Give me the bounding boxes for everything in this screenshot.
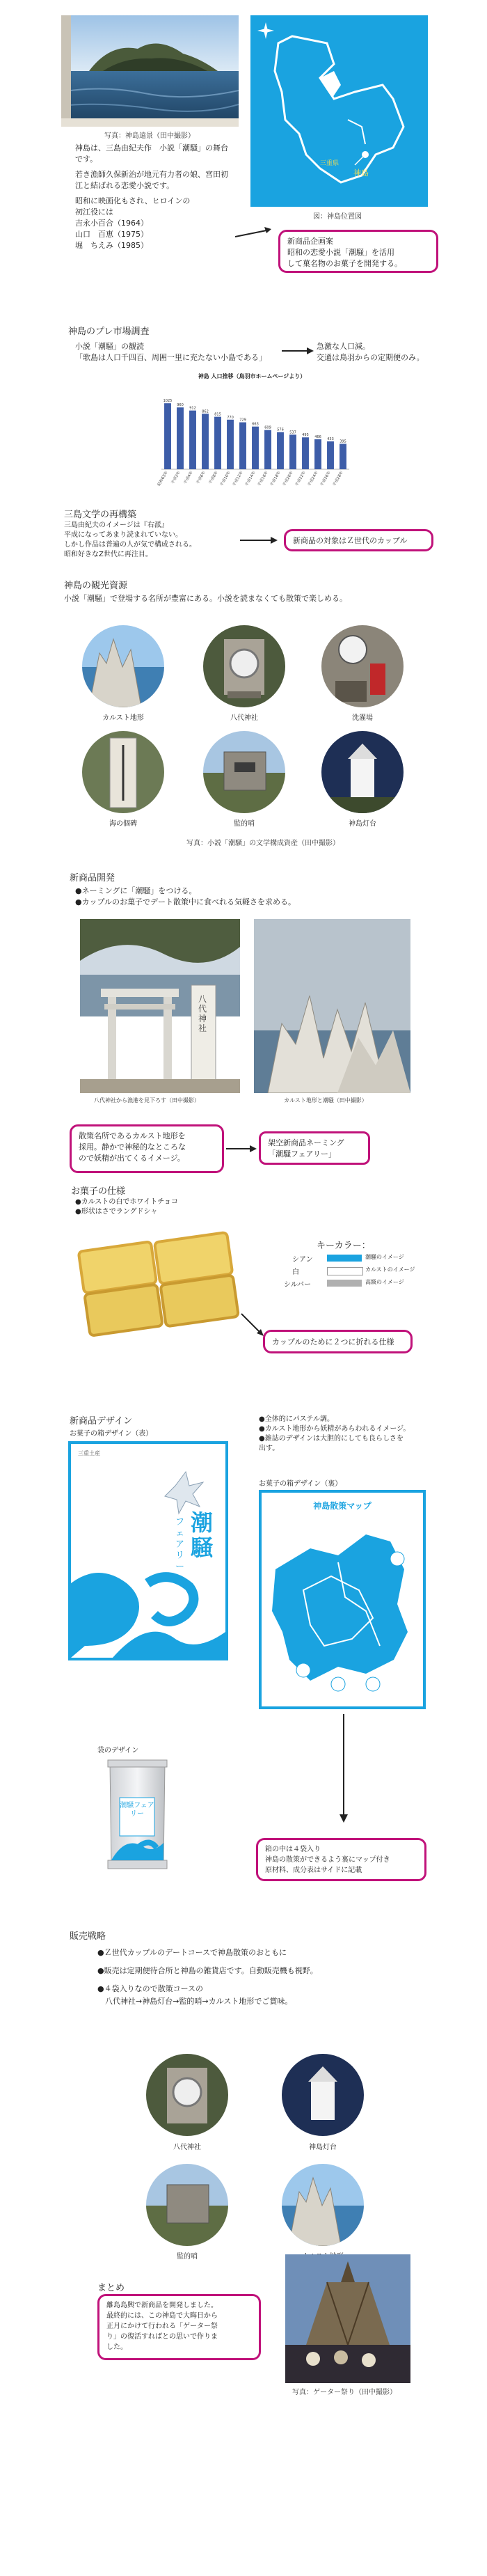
arrow-rebuild [240, 533, 282, 547]
keycolor-white-desc: カルストのイメージ [365, 1266, 415, 1273]
chart-data-label: 815 [214, 412, 221, 417]
chart-data-label: 495 [302, 433, 309, 438]
arrow-naming [226, 1142, 261, 1156]
chart-data-label: 1025 [163, 399, 173, 404]
chart-tick-label: 平成4年 [183, 471, 194, 485]
spot-photo-yatsushiro [203, 625, 285, 707]
location-map [250, 15, 428, 207]
map-caption: 図：神島位置図 [313, 213, 362, 221]
spot-photo-monument [82, 731, 164, 813]
spot-label-yatsushiro: 八代神社 [230, 714, 258, 722]
chart-tick-label: 昭和63年 [157, 471, 169, 487]
chart-bar [277, 432, 284, 469]
chart-bar [189, 411, 196, 469]
chart-data-label: 395 [340, 439, 346, 444]
naming-box: 架空新商品ネーミング 「潮騒フェアリー」 [259, 1131, 370, 1165]
summary-box: 離島島興で新商品を開発しました。 最終的には、この神島で大晦日から 正月にかけて行われる「ゲーター祭 り」の復活すればとの思いで作りま した。 [97, 2294, 261, 2360]
keycolor-cyan-desc: 潮騒のイメージ [365, 1254, 404, 1260]
pre-market-text: 小説「潮騒」の観読 「歌島は人口千四百、周囲一里に充たない小島である」 [75, 342, 266, 362]
chart-bar [302, 437, 309, 469]
chart-data-label: 770 [227, 415, 234, 420]
chart-bar [227, 420, 234, 469]
chart-tick-label: 平成10年 [219, 471, 232, 487]
keycolor-white-swatch [327, 1267, 363, 1275]
bag-design [104, 1756, 170, 1871]
spots-intro: 小説「潮騒」で登場する名所が豊富にある。小説を読まなくても散策で楽しめる。 [64, 594, 347, 603]
sales-label-lighthouse: 神島灯台 [309, 2144, 337, 2151]
sales-photo-yatsushiro [146, 2054, 228, 2136]
sales-heading: 販売戦略 [70, 1931, 106, 1942]
keycolor-cyan-swatch [327, 1255, 362, 1262]
intro-text: 神島は、三島由紀夫作 小説「潮騒」の舞台 です。 若き漁師久保新治が地元有力者の娘、宮田初 江と結ばれる恋愛小説です。 昭和に映画化もされ、ヒロインの 初江役には 吉永小百合（1964） 山口 百恵（1975） 堀 ちえみ（1985） [75, 143, 228, 250]
chart-tick-label: 平成6年 [195, 471, 207, 485]
photo-caption: 写真：神島遠景（田中撮影） [104, 132, 195, 140]
spot-label-laundry: 洗濯場 [352, 714, 373, 722]
chart-title: 神島 人口推移（鳥羽市ホームページより） [198, 373, 306, 379]
spec-text: ●カルストの白でホワイトチョコ ●形状はさでラングドシャ [75, 1198, 178, 1216]
chart-tick-label: 平成24年 [307, 471, 319, 487]
spot-photo-watchtower [203, 731, 285, 813]
karst-idea-box: 散策名所であるカルスト地形を 採用。静かで神秘的なところな ので妖精が出てくるイメージ。 [70, 1124, 224, 1173]
shrine-photo-caption: 八代神社から漁港を見下ろす（田中撮影） [94, 1097, 200, 1104]
notes: ●全体的にパステル調。 ●カルスト地形から妖精があらわれるイメージ。 ●雑誌のデザインは大胆的にしても良らしさを 出す。 [259, 1415, 410, 1452]
spot-label-karst: カルスト地形 [102, 714, 144, 722]
spots-caption: 写真：小説「潮騒」の文学構成資産（田中撮影） [186, 840, 340, 847]
bag-label: 袋のデザイン [97, 1747, 139, 1754]
kamishima-distant-photo [61, 15, 239, 127]
arrow-to-plan [235, 223, 277, 244]
chart-data-label: 960 [177, 403, 184, 408]
chart-tick-label: 平成18年 [269, 471, 282, 487]
chart-bar [239, 423, 246, 469]
rebuild-heading: 三島文学の再構築 [64, 510, 137, 520]
fold-box: カップルのために２つに折れる仕様 [263, 1330, 413, 1353]
chart-data-label: 663 [252, 422, 259, 427]
chart-tick-label: 平成28年 [332, 471, 344, 487]
chart-data-label: 466 [314, 434, 321, 439]
spot-photo-karst [82, 625, 164, 707]
box-title-sub: フェアリー [175, 1517, 185, 1572]
sales-label-watchtower: 監的哨 [177, 2253, 198, 2261]
pre-market-right-text: 急激な人口減。 交通は鳥羽からの定期便のみ。 [317, 342, 424, 362]
keycolor-cyan-name: シアン [292, 1256, 313, 1264]
chart-bar [314, 439, 321, 469]
chart-bar [252, 427, 259, 469]
sales-text: ●Ｚ世代カップルのデートコースで神島散策のおともに ●販売は定期便待合所と神島の雑貨店です。自動販売機も視野。 ●４袋入りなので散策コースの 八代神社→神島灯台→監的哨→カルスト地形でご賞味。 [97, 1948, 318, 2006]
chart-data-label: 862 [202, 409, 209, 414]
sales-photo-watchtower [146, 2164, 228, 2246]
chart-tick-label: 平成14年 [244, 471, 257, 487]
rebuild-text: 三島由紀夫のイメージは『右派』 平成になってあまり読まれていない。 しかし作品は普遍の人が気で構成される。 昭和好きなZ世代に再注目。 [64, 521, 196, 558]
chart-bar [264, 430, 271, 469]
spot-photo-laundry [321, 625, 404, 707]
chart-tick-label: 平成2年 [170, 471, 182, 485]
keycolor-white-name: 白 [292, 1269, 299, 1276]
chart-bar [327, 441, 334, 469]
keycolor-silver-desc: 高級のイメージ [365, 1279, 404, 1285]
gator-caption: 写真：ゲーター祭り（田中撮影） [292, 2389, 397, 2396]
chart-tick-label: 平成22年 [294, 471, 307, 487]
spot-label-watchtower: 監的哨 [234, 820, 255, 828]
map-title: 神島散策マップ [313, 1501, 372, 1511]
chart-data-label: 537 [289, 430, 296, 435]
spot-photo-lighthouse [321, 731, 404, 813]
summary-heading: まとめ [97, 2283, 125, 2293]
target-box: 新商品の対象はＺ世代のカップル [284, 529, 433, 551]
chart-bar [289, 434, 296, 469]
map-label-kamishima: 神島 [353, 168, 369, 178]
karst-photo-caption: カルスト地形と潮騒（田中撮影） [284, 1097, 367, 1104]
langue-de-chat-photo [70, 1227, 250, 1338]
back-label: お菓子の箱デザイン（裏） [259, 1480, 342, 1488]
chart-tick-label: 平成8年 [208, 471, 219, 485]
front-label: お菓子の箱デザイン（表） [70, 1430, 153, 1438]
chart-data-label: 609 [264, 425, 271, 430]
shrine-sign-text: 八代神社 [198, 994, 207, 1033]
box-front-design [68, 1441, 228, 1660]
keycolor-silver-name: シルバー [284, 1281, 312, 1289]
chart-tick-label: 平成12年 [232, 471, 244, 487]
gator-festival-photo [285, 2254, 410, 2383]
arrow-pre [282, 344, 317, 358]
population-chart-svg [147, 382, 356, 501]
spot-label-monument: 海の個碑 [109, 820, 137, 828]
chart-data-label: 912 [189, 406, 196, 411]
chart-bar [164, 403, 171, 469]
chart-bar [202, 414, 209, 469]
design-heading: 新商品デザイン [70, 1416, 133, 1427]
spots-heading: 神島の観光資源 [64, 581, 128, 591]
population-chart [147, 372, 356, 501]
map-label-mie: 三重県 [320, 160, 340, 167]
karst-photo [254, 919, 410, 1093]
box-note: 箱の中は４袋入り 神島の散策ができるよう裏にマップ付き 原材料、成分表はサイドに記載 [256, 1838, 426, 1881]
chart-data-label: 576 [277, 427, 284, 432]
spec-heading: お菓子の仕様 [71, 1186, 126, 1197]
plan-box: 新商品企画案 昭和の恋愛小説「潮騒」を活用 して菓名物のお菓子を開発する。 [278, 230, 438, 273]
box-title-big: 潮騒 [191, 1509, 214, 1561]
dev-text: ●ネーミングに「潮騒」をつける。 ●カップルのお菓子でデート散策中に食べれる気軽さを求める。 [75, 886, 296, 906]
dev-heading: 新商品開発 [70, 873, 115, 883]
keycolor-silver-swatch [327, 1280, 362, 1287]
bag-text: 潮騒フェアリー [120, 1802, 154, 1818]
chart-tick-label: 平成16年 [257, 471, 269, 487]
arrow-down-box [337, 1714, 351, 1825]
box-back-design [259, 1490, 426, 1709]
spot-label-lighthouse: 神島灯台 [349, 820, 376, 828]
chart-bar [340, 443, 346, 469]
chart-data-label: 433 [327, 437, 334, 441]
chart-tick-label: 平成20年 [282, 471, 294, 487]
sales-photo-karst [282, 2164, 364, 2246]
sales-photo-lighthouse [282, 2054, 364, 2136]
box-brand-small: 三重土産 [78, 1450, 100, 1456]
chart-bar [214, 417, 221, 469]
chart-tick-label: 平成26年 [319, 471, 332, 487]
chart-data-label: 729 [239, 418, 246, 423]
pre-market-heading: 神島のプレ市場調査 [68, 327, 150, 337]
chart-bar [177, 407, 184, 469]
keycolor-title: キーカラー： [317, 1241, 371, 1251]
shrine-harbor-photo [80, 919, 240, 1093]
sales-label-yatsushiro: 八代神社 [173, 2144, 201, 2151]
